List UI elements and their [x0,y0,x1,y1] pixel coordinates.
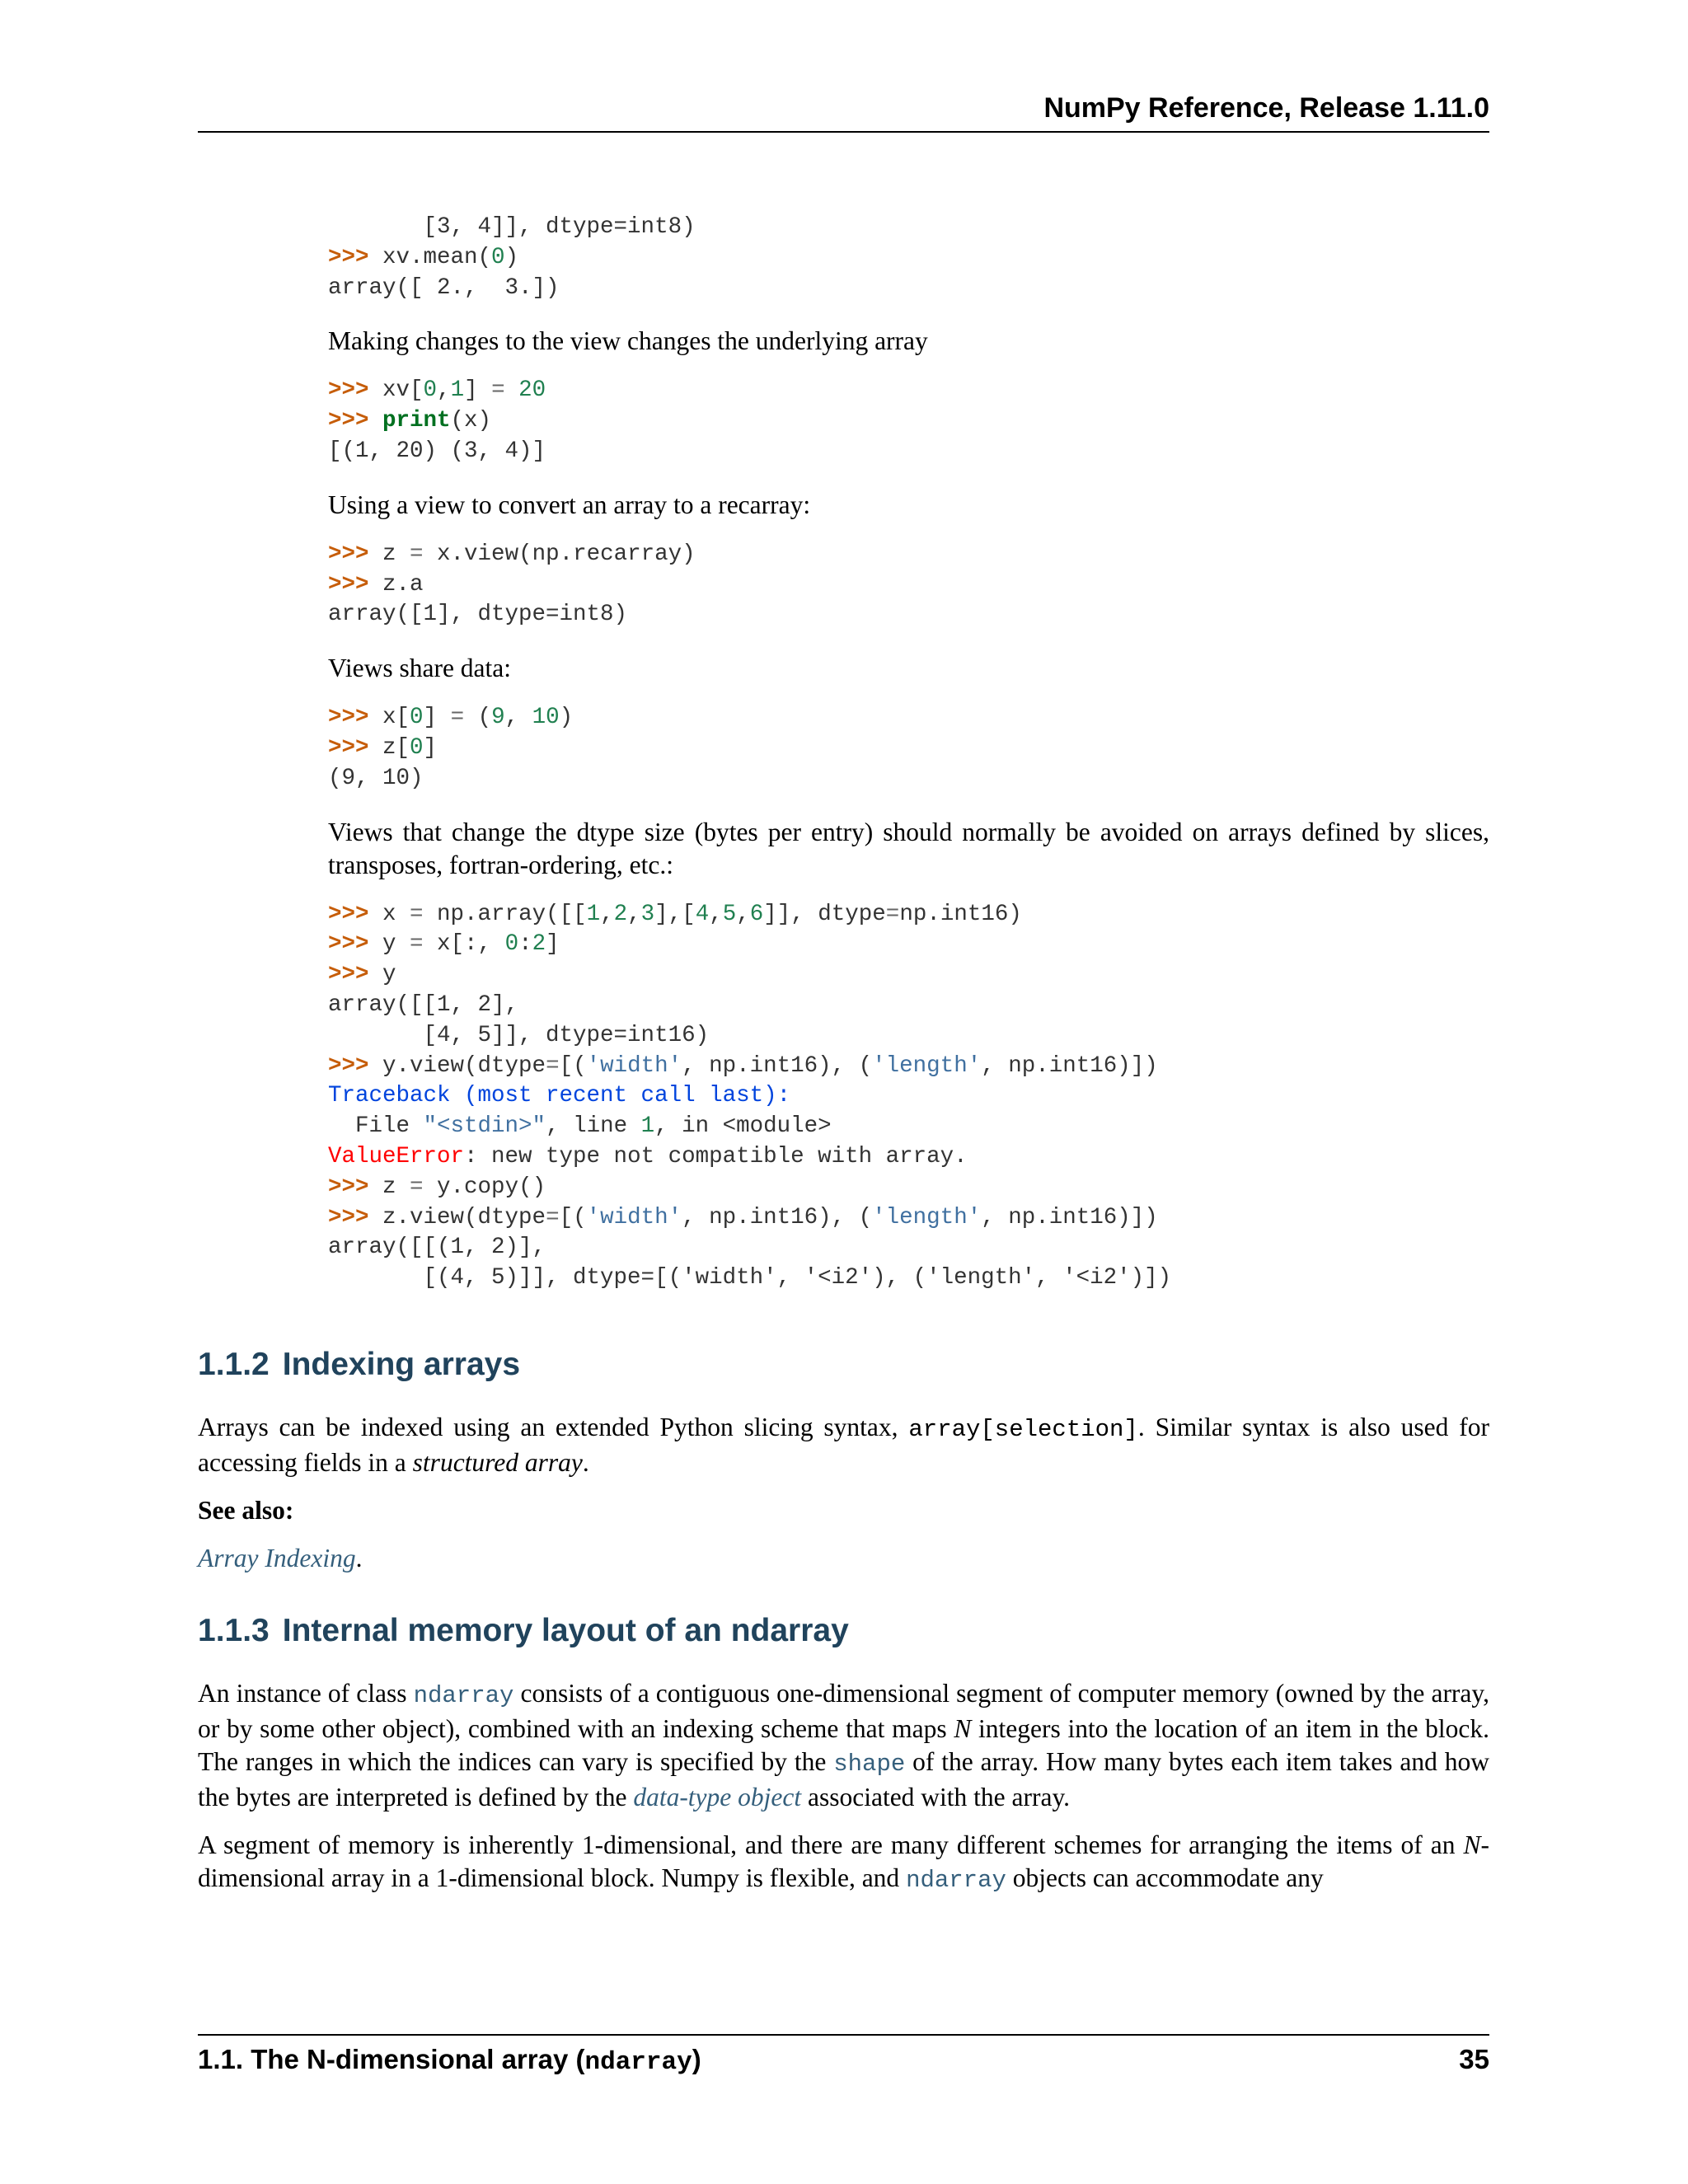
code-block-view-assign: >>> xv[0,1] = 20 >>> print(x) [(1, 20) (3, 4)] [328,377,546,464]
code-block-mean: [3, 4]], dtype=int8) >>> xv.mean(0) array([ 2., 3.]) [328,214,696,301]
section-heading-indexing: 1.1.2 Indexing arrays [198,1346,521,1382]
link-array-indexing[interactable]: Array Indexing [198,1543,356,1572]
paragraph-memory-layout-1: An instance of class ndarray consists of a contiguous one-dimensional segment of computer memory (owned by the array, or by some other object), combined with an indexing scheme that maps N integers into the location of an item in the block. The ranges in which the indices can vary is specified by the shape of the array. How many bytes each item takes and how the bytes are interpreted is defined by the data-type object associated with the array. [198,1678,1490,1811]
paragraph-views-share: Views share data: [328,654,512,683]
link-shape[interactable]: shape [833,1750,906,1778]
code-block-share-data: >>> x[0] = (9, 10) >>> z[0] (9, 10) [328,705,574,791]
inline-code-array-selection: array[selection] [908,1415,1138,1443]
footer-section-title: 1.1. The N-dimensional array (ndarray) [198,2044,701,2077]
link-ndarray-2[interactable]: ndarray [906,1866,1006,1894]
paragraph-view-changes: Making changes to the view changes the underlying array [328,326,928,356]
document-page [198,0,1489,2184]
see-also-entry: Array Indexing. [198,1543,363,1572]
code-block-recarray: >>> z = x.view(np.recarray) >>> z.a array([1], dtype=int8) [328,541,696,628]
link-data-type-object[interactable]: data-type object [633,1782,802,1811]
link-ndarray[interactable]: ndarray [413,1681,514,1709]
paragraph-recarray: Using a view to convert an array to a recarray: [328,490,811,519]
running-footer [198,2034,1489,2077]
paragraph-dtype-size: Views that change the dtype size (bytes per entry) should normally be avoided on arrays defined by slices, transposes, fortran-ordering, etc.: [328,817,1489,879]
section-heading-memory-layout: 1.1.3 Internal memory layout of an ndarray [198,1612,849,1648]
page-body [198,213,1489,1897]
paragraph-indexing: Arrays can be indexed using an extended Python slicing syntax, array[selection]. Similar syntax is also used for accessing fields in a structured array. [198,1412,1489,1477]
paragraph-memory-layout-2: A segment of memory is inherently 1-dimensional, and there are many different schemes for arranging the items of an N-dimensional array in a 1-dimensional block. Numpy is flexible, and ndarray objects can accommodate any [198,1830,1489,1894]
page-number: 35 [1459,2044,1489,2074]
see-also-label: See also: [198,1495,294,1525]
running-header: NumPy Reference, Release 1.11.0 [198,92,1489,133]
code-block-dtype-view: >>> x = np.array([[1,2,3],[4,5,6]], dtype=np.int16) >>> y = x[:, 0:2] >>> y array([[1, 2], [4, 5]], dtype=int16) >>> y.view(dtype=[('width', np.int16), ('length', np.int16)]) Traceback (most recent call last): File "<stdin>", line 1, in <module> ValueError: new type not compatible with array. >>> z = y.copy() >>> z.view(dtype=[('width', np.int16), ('length', np.int16)]) array([[(1, 2)], [(4, 5)]], dtype=[('width', '<i2'), ('length', '<i2')]) [328,901,1172,1291]
